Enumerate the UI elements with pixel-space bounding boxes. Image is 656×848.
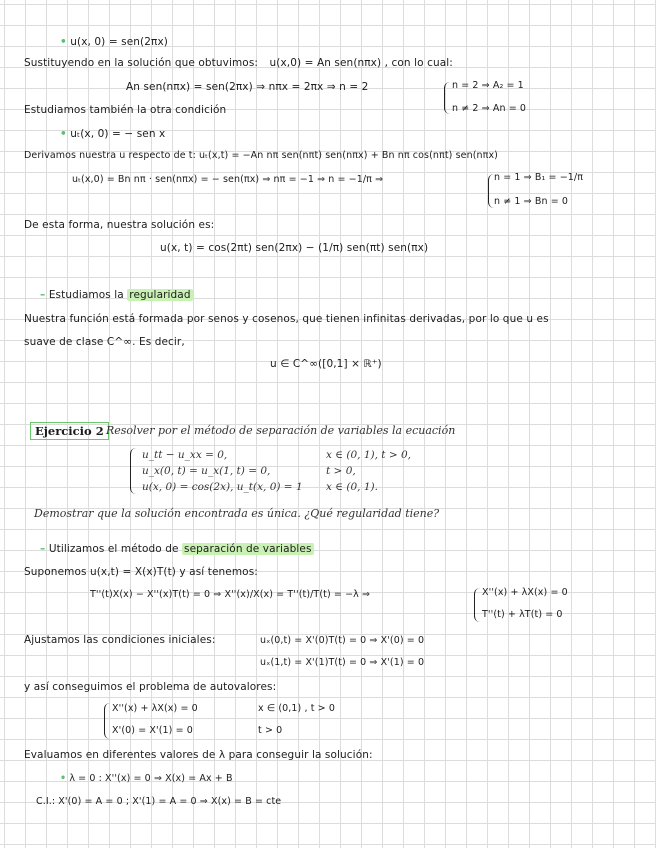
bullet-dash: – xyxy=(40,543,46,555)
line-regularity-class: suave de clase C^∞. Es decir, xyxy=(24,336,185,348)
line-derivative: Derivamos nuestra u respecto de t: uₜ(x,t) = −An nπ sen(nπt) sen(nπx) + Bn nπ cos(nπt) sen(nπx) xyxy=(24,150,498,161)
line-suppose: Suponemos u(x,t) = X(x)T(t) y así tenemos: xyxy=(24,566,258,578)
system-eq-1: u_tt − u_xx = 0, xyxy=(142,449,228,461)
text: uₜ(x, 0) = − sen x xyxy=(70,128,166,140)
line-initial-condition-ut xyxy=(60,128,165,140)
heading-regularity xyxy=(40,289,193,301)
line-ut-evaluation: uₜ(x,0) = Bn nπ · sen(nπx) = − sen(πx) ⇒ nπ = −1 ⇒ n = −1/π ⇒ xyxy=(72,174,384,185)
highlight: separación de variables xyxy=(184,543,312,555)
bullet-dash: – xyxy=(40,289,46,301)
eigen-domain: x ∈ (0,1) , t > 0 xyxy=(258,703,335,714)
line-solution-intro: De esta forma, nuestra solución es: xyxy=(24,219,215,231)
system-domain-2: t > 0, xyxy=(326,465,356,477)
bullet-dot: • xyxy=(60,36,67,48)
system-domain-3: x ∈ (0, 1). xyxy=(326,481,378,493)
case-n-equals-1: n = 1 ⇒ B₁ = −1/π xyxy=(494,172,584,183)
exercise-label: Ejercicio 2 xyxy=(30,422,109,440)
line-regularity-explanation: Nuestra función está formada por senos y cosenos, que tienen infinitas derivadas, por lo que u es xyxy=(24,313,549,325)
brace xyxy=(444,82,451,114)
bullet-dot: • xyxy=(60,128,67,140)
text: Sustituyendo en la solución que obtuvimos: xyxy=(24,57,259,69)
bc-left: uₓ(0,t) = X'(0)T(t) = 0 ⇒ X'(0) = 0 xyxy=(260,635,425,646)
heading-separation-method xyxy=(40,543,314,555)
line-solution-formula: u(x, t) = cos(2πt) sen(2πx) − (1/π) sen(πt) sen(πx) xyxy=(160,242,429,254)
line-eigenvalue-problem: y así conseguimos el problema de autovalores: xyxy=(24,681,277,693)
eigen-bc: X'(0) = X'(1) = 0 xyxy=(112,725,193,736)
text: λ = 0 : X''(x) = 0 ⇒ X(x) = Ax + B xyxy=(69,773,233,784)
text: Utilizamos el método de xyxy=(48,543,179,555)
line-substitute xyxy=(24,57,453,69)
system-brace xyxy=(130,448,138,494)
highlight: regularidad xyxy=(129,289,191,301)
case-n-equals-2: n = 2 ⇒ A₂ = 1 xyxy=(452,80,524,91)
line-lambda-zero xyxy=(60,773,233,784)
eigen-bc-domain: t > 0 xyxy=(258,725,283,736)
line-adjust-conditions xyxy=(24,634,215,646)
exercise-statement: Resolver por el método de separación de variables la ecuación xyxy=(106,424,456,437)
text: Estudiamos la xyxy=(48,289,124,301)
text: Ajustamos las condiciones iniciales: xyxy=(24,634,216,646)
line-regularity-set: u ∈ C^∞([0,1] × ℝ⁺) xyxy=(270,358,382,370)
exercise-question: Demostrar que la solución encontrada es única. ¿Qué regularidad tiene? xyxy=(34,507,440,520)
brace xyxy=(104,703,112,739)
case-n-not-2: n ≠ 2 ⇒ An = 0 xyxy=(452,103,527,114)
brace xyxy=(474,588,481,622)
ode-x: X''(x) + λX(x) = 0 xyxy=(482,587,568,598)
line-ci-result: C.I.: X'(0) = A = 0 ; X'(1) = A = 0 ⇒ X(x) = B = cte xyxy=(36,796,282,807)
ode-t: T''(t) + λT(t) = 0 xyxy=(482,609,563,620)
bc-right: uₓ(1,t) = X'(1)T(t) = 0 ⇒ X'(1) = 0 xyxy=(260,657,425,668)
system-eq-3: u(x, 0) = cos(2x), u_t(x, 0) = 1 xyxy=(142,481,303,493)
system-domain-1: x ∈ (0, 1), t > 0, xyxy=(326,449,411,461)
line-an-equation: An sen(nπx) = sen(2πx) ⇒ nπx = 2πx ⇒ n = 2 xyxy=(126,81,369,93)
case-n-not-1: n ≠ 1 ⇒ Bn = 0 xyxy=(494,196,569,207)
eigen-eq: X''(x) + λX(x) = 0 xyxy=(112,703,198,714)
line-initial-condition-u xyxy=(60,36,168,48)
text: u(x,0) = An sen(nπx) , con lo cual: xyxy=(269,57,453,69)
system-eq-2: u_x(0, t) = u_x(1, t) = 0, xyxy=(142,465,271,477)
bullet-dot: • xyxy=(60,773,67,784)
line-separation-equation: T''(t)X(x) − X''(x)T(t) = 0 ⇒ X''(x)/X(x) = T''(t)/T(t) = −λ ⇒ xyxy=(90,589,371,600)
text: u(x, 0) = sen(2πx) xyxy=(70,36,168,48)
line-evaluate-lambda: Evaluamos en diferentes valores de λ para conseguir la solución: xyxy=(24,749,373,761)
line-other-condition: Estudiamos también la otra condición xyxy=(24,104,227,116)
